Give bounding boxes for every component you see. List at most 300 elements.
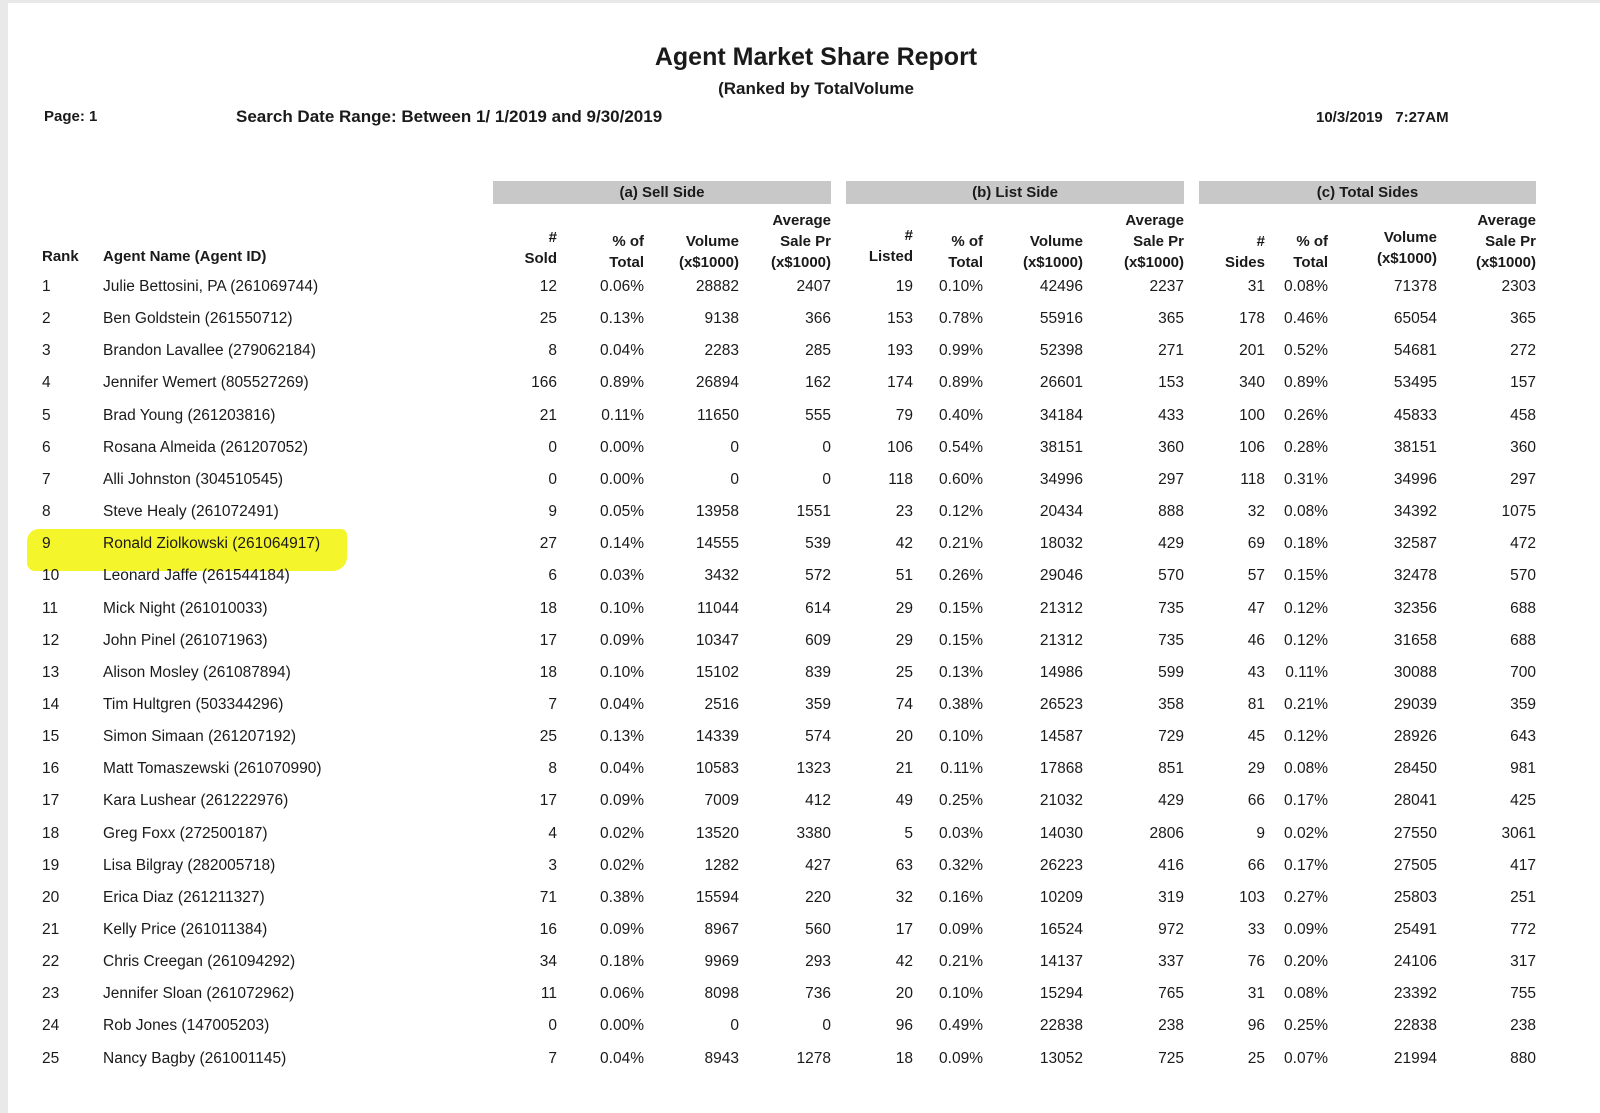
header-total-avg-line: (x$1000) xyxy=(1475,254,1536,271)
cell-list-volume: 14030 xyxy=(1039,824,1083,842)
cell-sell-avg: 293 xyxy=(805,953,831,971)
cell-listed: 21 xyxy=(895,760,913,778)
header-total-avg xyxy=(1416,210,1536,273)
cell-sell-pct: 0.04% xyxy=(600,342,644,360)
cell-sold: 4 xyxy=(548,824,557,842)
cell-rank: 22 xyxy=(42,953,60,971)
cell-rank: 8 xyxy=(42,503,51,521)
cell-total-avg: 772 xyxy=(1510,921,1536,938)
cell-list-avg: 729 xyxy=(1158,728,1184,746)
cell-total-volume: 27505 xyxy=(1393,856,1437,874)
cell-listed: 51 xyxy=(895,567,913,585)
cell-rank: 19 xyxy=(42,856,60,874)
cell-sell-volume: 28882 xyxy=(695,278,739,295)
cell-agent: Jennifer Sloan (261072962) xyxy=(103,985,295,1003)
cell-total-pct: 0.09% xyxy=(1284,921,1328,938)
cell-sell-volume: 8967 xyxy=(704,921,739,938)
cell-sell-avg: 572 xyxy=(805,567,831,585)
header-sell-pct-line: Total xyxy=(609,254,644,271)
cell-list-pct: 0.60% xyxy=(939,470,983,488)
cell-agent: Rosana Almeida (261207052) xyxy=(103,438,309,456)
cell-sides: 47 xyxy=(1247,599,1265,617)
cell-total-volume: 32478 xyxy=(1393,567,1437,585)
cell-sell-pct: 0.38% xyxy=(600,888,644,906)
cell-list-volume: 34184 xyxy=(1039,406,1083,424)
cell-list-avg: 2237 xyxy=(1149,278,1184,295)
cell-sell-pct: 0.00% xyxy=(600,438,644,456)
header-agent-name: Agent Name (Agent ID) xyxy=(103,248,267,265)
cell-list-volume: 20434 xyxy=(1039,503,1083,521)
cell-sell-volume: 0 xyxy=(730,470,739,488)
cell-total-volume: 28450 xyxy=(1393,760,1437,778)
cell-sides: 81 xyxy=(1247,695,1265,713)
cell-list-avg: 416 xyxy=(1158,856,1184,874)
cell-sold: 27 xyxy=(539,535,557,553)
cell-sell-pct: 0.06% xyxy=(600,278,644,295)
cell-agent: Alison Mosley (261087894) xyxy=(103,663,291,681)
cell-sell-volume: 9969 xyxy=(704,953,739,971)
cell-total-pct: 0.02% xyxy=(1284,824,1328,842)
cell-list-pct: 0.99% xyxy=(939,342,983,360)
cell-list-volume: 55916 xyxy=(1039,310,1083,328)
cell-total-avg: 365 xyxy=(1510,310,1536,328)
cell-listed: 174 xyxy=(887,374,913,392)
cell-sold: 8 xyxy=(548,760,557,778)
cell-sides: 106 xyxy=(1239,438,1265,456)
cell-total-volume: 38151 xyxy=(1393,438,1437,456)
cell-sell-pct: 0.10% xyxy=(600,663,644,681)
cell-total-pct: 0.27% xyxy=(1284,888,1328,906)
cell-list-pct: 0.15% xyxy=(939,599,983,617)
cell-sell-volume: 0 xyxy=(730,1017,739,1035)
header-sell-pct-line: % of xyxy=(612,233,644,250)
cell-total-avg: 417 xyxy=(1510,856,1536,874)
cell-sell-pct: 0.10% xyxy=(600,599,644,617)
cell-rank: 6 xyxy=(42,438,51,456)
cell-total-avg: 700 xyxy=(1510,663,1536,681)
cell-total-volume: 24106 xyxy=(1393,953,1437,971)
cell-list-volume: 22838 xyxy=(1039,1017,1083,1035)
cell-list-volume: 52398 xyxy=(1039,342,1083,360)
cell-list-pct: 0.25% xyxy=(939,792,983,810)
cell-total-pct: 0.17% xyxy=(1284,792,1328,810)
page-number: Page: 1 xyxy=(44,108,98,125)
table-row xyxy=(8,689,1600,721)
cell-list-volume: 14137 xyxy=(1039,953,1083,971)
cell-sell-avg: 839 xyxy=(805,663,831,681)
cell-list-avg: 238 xyxy=(1158,1017,1184,1035)
group-total-sides: (c) Total Sides xyxy=(1199,181,1536,204)
cell-total-avg: 570 xyxy=(1510,567,1536,585)
cell-sell-pct: 0.00% xyxy=(600,470,644,488)
cell-agent: Julie Bettosini, PA (261069744) xyxy=(103,278,319,295)
cell-list-pct: 0.54% xyxy=(939,438,983,456)
cell-sides: 340 xyxy=(1239,374,1265,392)
cell-sell-avg: 359 xyxy=(805,695,831,713)
cell-sell-avg: 427 xyxy=(805,856,831,874)
cell-sold: 16 xyxy=(539,921,557,938)
cell-list-volume: 10209 xyxy=(1039,888,1083,906)
table-row xyxy=(8,946,1600,978)
cell-total-volume: 27550 xyxy=(1393,824,1437,842)
table-row xyxy=(8,528,1600,560)
cell-list-avg: 735 xyxy=(1158,631,1184,649)
report-page xyxy=(8,3,1600,1113)
cell-total-avg: 360 xyxy=(1510,438,1536,456)
cell-listed: 42 xyxy=(895,953,913,971)
header-total-pct xyxy=(1208,231,1328,273)
cell-listed: 32 xyxy=(895,888,913,906)
cell-sell-pct: 0.02% xyxy=(600,856,644,874)
cell-list-avg: 365 xyxy=(1158,310,1184,328)
cell-sides: 43 xyxy=(1247,663,1265,681)
cell-list-pct: 0.09% xyxy=(939,921,983,938)
cell-sell-pct: 0.04% xyxy=(600,1049,644,1067)
header-total-avg-line: Sale Pr xyxy=(1485,233,1536,250)
cell-total-avg: 251 xyxy=(1510,888,1536,906)
cell-list-pct: 0.15% xyxy=(939,631,983,649)
cell-listed: 18 xyxy=(895,1049,913,1067)
cell-sell-volume: 15102 xyxy=(695,663,739,681)
cell-sell-avg: 560 xyxy=(805,921,831,938)
cell-agent: Rob Jones (147005203) xyxy=(103,1017,270,1035)
cell-rank: 9 xyxy=(42,535,51,553)
cell-sides: 66 xyxy=(1247,792,1265,810)
cell-agent: Kelly Price (261011384) xyxy=(103,921,268,938)
header-total-pct-line: % of xyxy=(1296,233,1328,250)
cell-sell-avg: 0 xyxy=(822,1017,831,1035)
header-rank: Rank xyxy=(42,248,79,265)
header-sell-volume-line: Volume xyxy=(685,233,739,250)
table-row xyxy=(8,818,1600,850)
cell-sides: 118 xyxy=(1240,470,1265,488)
table-row xyxy=(8,560,1600,592)
cell-list-volume: 15294 xyxy=(1039,985,1083,1003)
cell-listed: 5 xyxy=(904,824,913,842)
cell-sides: 29 xyxy=(1247,760,1265,778)
cell-total-pct: 0.08% xyxy=(1284,278,1328,295)
cell-sell-pct: 0.09% xyxy=(600,792,644,810)
header-sold-line: Sold xyxy=(524,250,557,267)
cell-sell-avg: 609 xyxy=(805,631,831,649)
cell-total-pct: 0.08% xyxy=(1284,760,1328,778)
cell-total-pct: 0.28% xyxy=(1284,438,1328,456)
cell-sell-avg: 220 xyxy=(805,888,831,906)
cell-sell-avg: 1278 xyxy=(796,1049,831,1067)
cell-listed: 20 xyxy=(895,728,913,746)
cell-total-pct: 0.17% xyxy=(1284,856,1328,874)
cell-list-pct: 0.49% xyxy=(939,1017,983,1035)
cell-total-pct: 0.07% xyxy=(1284,1049,1328,1067)
cell-total-volume: 29039 xyxy=(1393,695,1437,713)
cell-total-pct: 0.20% xyxy=(1284,953,1328,971)
cell-list-pct: 0.32% xyxy=(939,856,983,874)
cell-sell-avg: 0 xyxy=(822,470,831,488)
cell-sold: 11 xyxy=(540,985,557,1003)
cell-total-volume: 21994 xyxy=(1393,1049,1437,1067)
table-row xyxy=(8,464,1600,496)
cell-rank: 17 xyxy=(42,792,60,810)
cell-listed: 29 xyxy=(895,599,913,617)
cell-rank: 11 xyxy=(42,599,59,617)
table-row xyxy=(8,432,1600,464)
cell-sell-pct: 0.89% xyxy=(600,374,644,392)
cell-rank: 15 xyxy=(42,728,60,746)
header-list-volume-line: (x$1000) xyxy=(1022,254,1083,271)
cell-agent: Brandon Lavallee (279062184) xyxy=(103,342,316,360)
cell-agent: Steve Healy (261072491) xyxy=(103,503,279,521)
group-list-side: (b) List Side xyxy=(846,181,1184,204)
cell-list-pct: 0.40% xyxy=(939,406,983,424)
cell-sold: 166 xyxy=(531,374,557,392)
cell-total-volume: 31658 xyxy=(1393,631,1437,649)
cell-total-volume: 32356 xyxy=(1393,599,1437,617)
cell-total-pct: 0.12% xyxy=(1284,728,1328,746)
table-row xyxy=(8,914,1600,946)
cell-list-avg: 570 xyxy=(1158,567,1184,585)
cell-total-volume: 34996 xyxy=(1393,470,1437,488)
cell-sides: 57 xyxy=(1247,567,1265,585)
cell-sold: 17 xyxy=(539,792,557,810)
cell-sold: 6 xyxy=(548,567,557,585)
cell-list-avg: 429 xyxy=(1158,535,1184,553)
cell-list-volume: 14986 xyxy=(1039,663,1083,681)
cell-total-pct: 0.18% xyxy=(1284,535,1328,553)
cell-sides: 32 xyxy=(1247,503,1265,521)
cell-rank: 7 xyxy=(42,470,51,488)
cell-list-avg: 297 xyxy=(1158,470,1184,488)
cell-sides: 25 xyxy=(1247,1049,1265,1067)
cell-rank: 10 xyxy=(42,567,60,585)
cell-total-avg: 688 xyxy=(1510,631,1536,649)
cell-total-avg: 238 xyxy=(1510,1017,1536,1035)
cell-total-pct: 0.46% xyxy=(1284,310,1328,328)
cell-sell-avg: 2407 xyxy=(796,278,831,295)
cell-agent: Lisa Bilgray (282005718) xyxy=(103,856,276,874)
cell-sell-volume: 15594 xyxy=(695,888,739,906)
group-sell-side: (a) Sell Side xyxy=(493,181,831,204)
cell-sell-volume: 8943 xyxy=(704,1049,739,1067)
cell-rank: 14 xyxy=(42,695,60,713)
cell-rank: 12 xyxy=(42,631,60,649)
cell-sold: 9 xyxy=(548,503,557,521)
cell-sell-volume: 8098 xyxy=(704,985,739,1003)
cell-sides: 100 xyxy=(1239,406,1265,424)
cell-agent: Kara Lushear (261222976) xyxy=(103,792,289,810)
cell-rank: 18 xyxy=(42,824,60,842)
cell-sold: 71 xyxy=(539,888,557,906)
cell-sell-pct: 0.04% xyxy=(600,760,644,778)
cell-sold: 25 xyxy=(539,310,557,328)
cell-list-pct: 0.26% xyxy=(939,567,983,585)
run-timestamp: 10/3/2019 7:27AM xyxy=(1316,109,1449,126)
cell-list-pct: 0.10% xyxy=(939,985,983,1003)
cell-sell-pct: 0.14% xyxy=(600,535,644,553)
table-row xyxy=(8,721,1600,753)
cell-sell-avg: 1323 xyxy=(796,760,831,778)
cell-total-pct: 0.11% xyxy=(1285,663,1328,681)
cell-sell-avg: 412 xyxy=(805,792,831,810)
cell-list-volume: 13052 xyxy=(1039,1049,1083,1067)
cell-list-pct: 0.09% xyxy=(939,1049,983,1067)
header-sell-volume-line: (x$1000) xyxy=(678,254,739,271)
cell-sell-avg: 366 xyxy=(805,310,831,328)
header-sides-line: Sides xyxy=(1224,254,1265,271)
header-list-volume-line: Volume xyxy=(1029,233,1083,250)
cell-sell-pct: 0.18% xyxy=(600,953,644,971)
cell-rank: 4 xyxy=(42,374,51,392)
cell-sell-avg: 539 xyxy=(805,535,831,553)
cell-listed: 17 xyxy=(895,921,913,938)
header-sell-avg-line: (x$1000) xyxy=(770,254,831,271)
table-row xyxy=(8,850,1600,882)
cell-list-avg: 851 xyxy=(1158,760,1184,778)
cell-sell-volume: 3432 xyxy=(704,567,739,585)
cell-sell-volume: 10347 xyxy=(695,631,739,649)
cell-list-volume: 38151 xyxy=(1039,438,1083,456)
header-listed-line: # xyxy=(904,227,913,244)
cell-sold: 7 xyxy=(548,695,557,713)
cell-listed: 19 xyxy=(895,278,913,295)
cell-list-pct: 0.13% xyxy=(939,663,983,681)
cell-sold: 12 xyxy=(539,278,557,295)
cell-list-avg: 2806 xyxy=(1149,824,1184,842)
cell-total-volume: 71378 xyxy=(1393,278,1437,295)
cell-sides: 76 xyxy=(1247,953,1265,971)
cell-total-volume: 28926 xyxy=(1393,728,1437,746)
cell-total-pct: 0.08% xyxy=(1284,503,1328,521)
cell-rank: 21 xyxy=(42,921,60,938)
cell-total-pct: 0.89% xyxy=(1284,374,1328,392)
cell-total-pct: 0.08% xyxy=(1284,985,1328,1003)
cell-sell-volume: 7009 xyxy=(704,792,739,810)
cell-rank: 25 xyxy=(42,1049,60,1067)
cell-total-avg: 272 xyxy=(1510,342,1536,360)
cell-sell-pct: 0.09% xyxy=(600,921,644,938)
cell-sell-pct: 0.09% xyxy=(600,631,644,649)
cell-listed: 20 xyxy=(895,985,913,1003)
cell-list-pct: 0.03% xyxy=(939,824,983,842)
cell-sold: 0 xyxy=(548,438,557,456)
cell-agent: Chris Creegan (261094292) xyxy=(103,953,296,971)
cell-list-avg: 765 xyxy=(1158,985,1184,1003)
cell-total-volume: 22838 xyxy=(1393,1017,1437,1035)
cell-list-volume: 14587 xyxy=(1039,728,1083,746)
cell-sell-pct: 0.04% xyxy=(600,695,644,713)
cell-list-volume: 21312 xyxy=(1039,631,1083,649)
cell-list-volume: 21312 xyxy=(1039,599,1083,617)
cell-list-pct: 0.12% xyxy=(939,503,983,521)
cell-rank: 1 xyxy=(42,278,51,295)
cell-sold: 7 xyxy=(548,1049,557,1067)
header-sides-line: # xyxy=(1256,233,1265,250)
cell-total-pct: 0.25% xyxy=(1284,1017,1328,1035)
cell-total-pct: 0.15% xyxy=(1284,567,1328,585)
cell-sides: 66 xyxy=(1247,856,1265,874)
cell-rank: 24 xyxy=(42,1017,60,1035)
cell-listed: 153 xyxy=(887,310,913,328)
search-date-range: Search Date Range: Between 1/ 1/2019 and 9/30/2019 xyxy=(236,107,663,126)
table-row xyxy=(8,1010,1600,1042)
cell-list-avg: 358 xyxy=(1158,695,1184,713)
cell-listed: 63 xyxy=(895,856,913,874)
cell-total-avg: 317 xyxy=(1510,953,1536,971)
cell-sell-volume: 14555 xyxy=(695,535,739,553)
cell-rank: 5 xyxy=(42,406,51,424)
cell-list-volume: 42496 xyxy=(1039,278,1083,295)
table-row xyxy=(8,625,1600,657)
cell-rank: 3 xyxy=(42,342,51,360)
cell-total-avg: 755 xyxy=(1510,985,1536,1003)
cell-agent: Tim Hultgren (503344296) xyxy=(103,695,284,713)
cell-sell-pct: 0.05% xyxy=(600,503,644,521)
report-title: Agent Market Share Report xyxy=(654,43,978,71)
cell-agent: Ben Goldstein (261550712) xyxy=(103,310,293,328)
cell-list-avg: 319 xyxy=(1158,888,1184,906)
cell-list-pct: 0.21% xyxy=(939,535,983,553)
cell-total-volume: 34392 xyxy=(1393,503,1437,521)
cell-list-avg: 429 xyxy=(1158,792,1184,810)
cell-rank: 13 xyxy=(42,663,60,681)
cell-agent: Alli Johnston (304510545) xyxy=(103,470,284,488)
table-row xyxy=(8,882,1600,914)
cell-listed: 42 xyxy=(895,535,913,553)
cell-sell-avg: 614 xyxy=(805,599,831,617)
table-row xyxy=(8,785,1600,817)
cell-sell-avg: 3380 xyxy=(796,824,831,842)
cell-sell-avg: 736 xyxy=(805,985,831,1003)
cell-list-volume: 26523 xyxy=(1039,695,1083,713)
cell-total-volume: 25491 xyxy=(1393,921,1437,938)
cell-list-pct: 0.78% xyxy=(939,310,983,328)
cell-sold: 3 xyxy=(548,856,557,874)
cell-sides: 178 xyxy=(1239,310,1265,328)
table-row xyxy=(8,400,1600,432)
cell-list-avg: 888 xyxy=(1158,503,1184,521)
cell-sell-pct: 0.11% xyxy=(601,406,644,424)
cell-total-avg: 359 xyxy=(1510,695,1536,713)
cell-sell-volume: 11650 xyxy=(697,406,739,424)
cell-sell-volume: 9138 xyxy=(704,310,739,328)
cell-rank: 16 xyxy=(42,760,60,778)
cell-list-volume: 26223 xyxy=(1039,856,1083,874)
cell-total-avg: 688 xyxy=(1510,599,1536,617)
cell-list-avg: 153 xyxy=(1158,374,1184,392)
table-row xyxy=(8,335,1600,367)
cell-agent: Mick Night (261010033) xyxy=(103,599,268,617)
cell-agent: Ronald Ziolkowski (261064917) xyxy=(103,535,321,553)
header-total-volume-line: (x$1000) xyxy=(1376,250,1437,267)
report-subtitle: (Ranked by TotalVolume xyxy=(718,79,914,98)
cell-sold: 25 xyxy=(539,728,557,746)
cell-agent: Erica Diaz (261211327) xyxy=(103,888,265,906)
cell-rank: 23 xyxy=(42,985,60,1003)
cell-sell-pct: 0.13% xyxy=(600,728,644,746)
cell-total-avg: 472 xyxy=(1510,535,1536,553)
cell-total-avg: 458 xyxy=(1510,406,1536,424)
cell-sides: 9 xyxy=(1256,824,1265,842)
cell-rank: 2 xyxy=(42,310,51,328)
header-list-avg-line: Sale Pr xyxy=(1133,233,1184,250)
cell-total-avg: 981 xyxy=(1510,760,1536,778)
cell-total-pct: 0.12% xyxy=(1284,599,1328,617)
cell-list-pct: 0.16% xyxy=(939,888,983,906)
cell-list-avg: 337 xyxy=(1158,953,1184,971)
cell-sell-avg: 574 xyxy=(805,728,831,746)
cell-agent: Brad Young (261203816) xyxy=(103,406,276,424)
cell-sell-volume: 0 xyxy=(730,438,739,456)
cell-listed: 79 xyxy=(895,406,913,424)
